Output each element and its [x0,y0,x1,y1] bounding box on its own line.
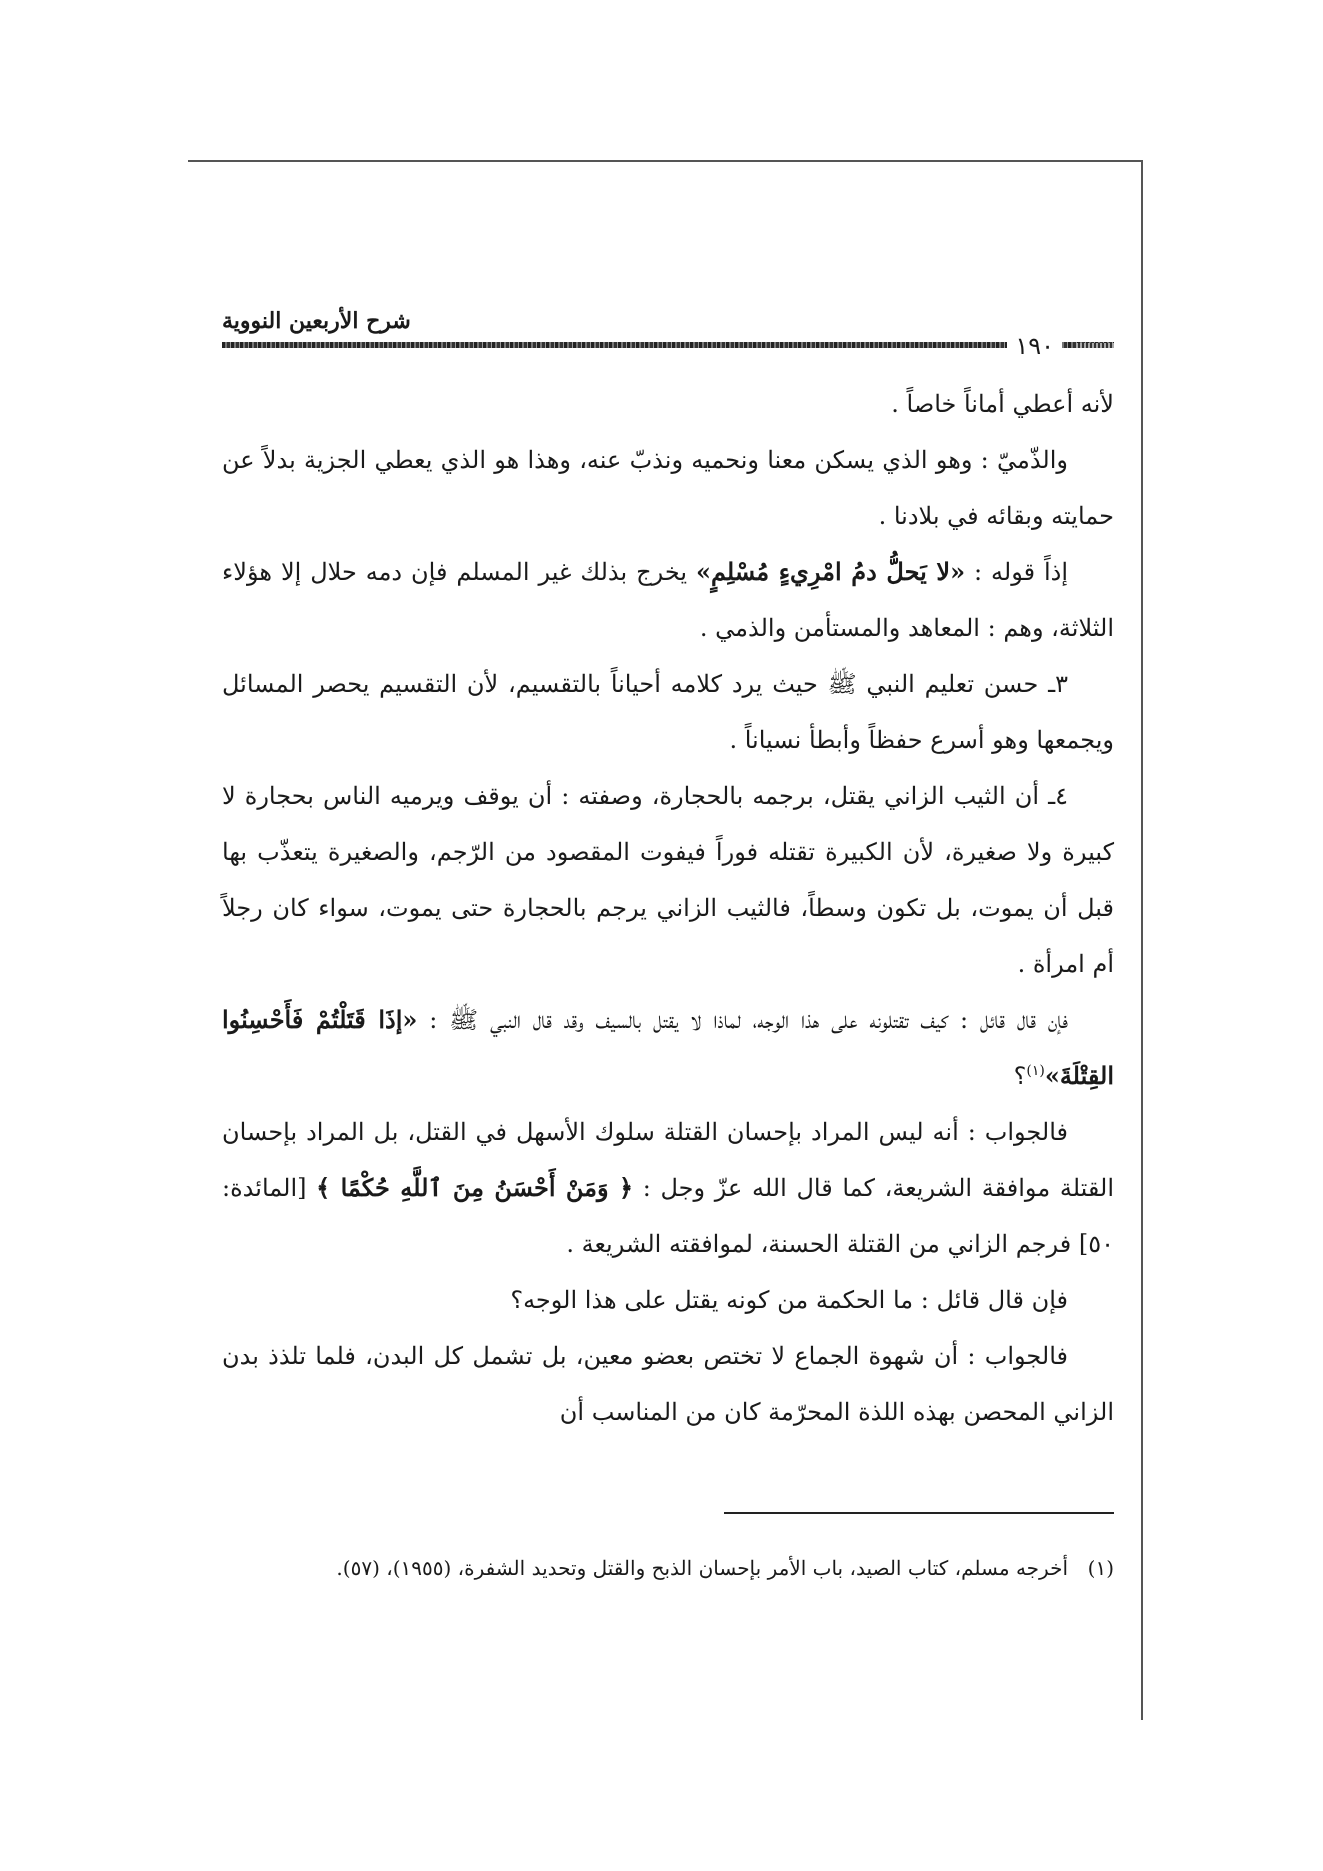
footnotes [222,1550,1114,1586]
paragraph-text: فإن قال قائل : كيف تقتلونه على هذا الوجه، لماذا لا يقتل بالسيف وقد قال النبي ﷺ : [417,1006,1068,1034]
paragraph-text: يخرج بذلك غير المسلم فإن دمه حلال إلا هؤلاء الثلاثة، وهم : المعاهد والمستأمن والذمي . [222,558,1114,642]
running-header-title: شرح الأربعين النووية [222,308,411,334]
hadith-quote: «إذَا قَتَلْتُمْ فَأَحْسِنُوا القِتْلَةَ» [222,1005,1114,1090]
footnote-text: أخرجه مسلم، كتاب الصيد، باب الأمر بإحسان الذبح والقتل وتحديد الشفرة، (١٩٥٥)، (٥٧). [336,1556,1068,1580]
paragraph [222,376,1114,432]
paragraph-text: [المائدة: ٥٠] فرجم الزاني من القتلة الحسنة، لموافقته الشريعة . [222,1174,1114,1258]
page-number: ١٩٠ [1007,332,1062,360]
body-text [222,376,1114,1440]
paragraph-text: لأنه أعطي أماناً خاصاً . [891,390,1114,418]
paragraph-text: والذّميّ : وهو الذي يسكن معنا ونحميه ونذبّ عنه، وهذا هو الذي يعطي الجزية بدلاً عن حمايته وبقائه في بلادنا . [222,446,1114,530]
paragraph [222,992,1114,1104]
paragraph [222,432,1114,544]
paragraph [222,544,1114,656]
paragraph-text: إذاً قوله : [965,558,1069,586]
page-frame-right-line [1141,160,1143,1720]
footnote-mark: (١) [1087,1556,1114,1580]
paragraph [222,1328,1114,1440]
running-header [222,300,1114,370]
quran-verse: ﴿ وَمَنْ أَحْسَنُ مِنَ ٱللَّهِ حُكْمًا ﴾ [316,1173,634,1202]
header-rule-end-ornament [1074,343,1114,348]
paragraph [222,1104,1114,1272]
paragraph-text: ٤ـ أن الثيب الزاني يقتل، برجمه بالحجارة، وصفته : أن يوقف ويرميه الناس بحجارة لا كبيرة ولا صغيرة، لأن الكبيرة تقتله فوراً فيفوت المقصود من الرّجم، والصغيرة يتعذّب بها قبل أن يموت، بل تكون وسطاً، فالثيب الزاني يرجم بالحجارة حتى يموت، سواء كان رجلاً أم امرأة . [222,782,1115,978]
book-page [222,300,1114,1780]
paragraph-text: فإن قال قائل : ما الحكمة من كونه يقتل على هذا الوجه؟ [510,1286,1068,1314]
footnote [222,1550,1114,1586]
paragraph-text: فالجواب : أنه ليس المراد بإحسان القتلة سلوك الأسهل في القتل، بل المراد بإحسان القتلة موافقة الشريعة، كما قال الله عزّ وجل : [222,1118,1115,1202]
header-ornamental-rule [222,342,1114,348]
paragraph-text: ؟ [1013,1062,1027,1090]
paragraph-text: فالجواب : أن شهوة الجماع لا تختص بعضو معين، بل تشمل كل البدن، فلما تلذذ بدن الزاني المحصن بهذه اللذة المحرّمة كان من المناسب أن [222,1342,1114,1426]
hadith-quote: «لا يَحلُّ دمُ امْرِيءٍ مُسْلِمٍ» [695,557,966,586]
page-frame-top-line [188,160,1142,162]
paragraph [222,768,1114,992]
paragraph [222,1272,1114,1328]
footnote-separator [724,1512,1114,1514]
footnote-reference[interactable]: (١) [1026,1063,1045,1079]
paragraph [222,656,1114,768]
paragraph-text: ٣ـ حسن تعليم النبي ﷺ حيث يرد كلامه أحياناً بالتقسيم، لأن التقسيم يحصر المسائل ويجمعها وهو أسرع حفظاً وأبطأ نسياناً . [222,670,1114,754]
